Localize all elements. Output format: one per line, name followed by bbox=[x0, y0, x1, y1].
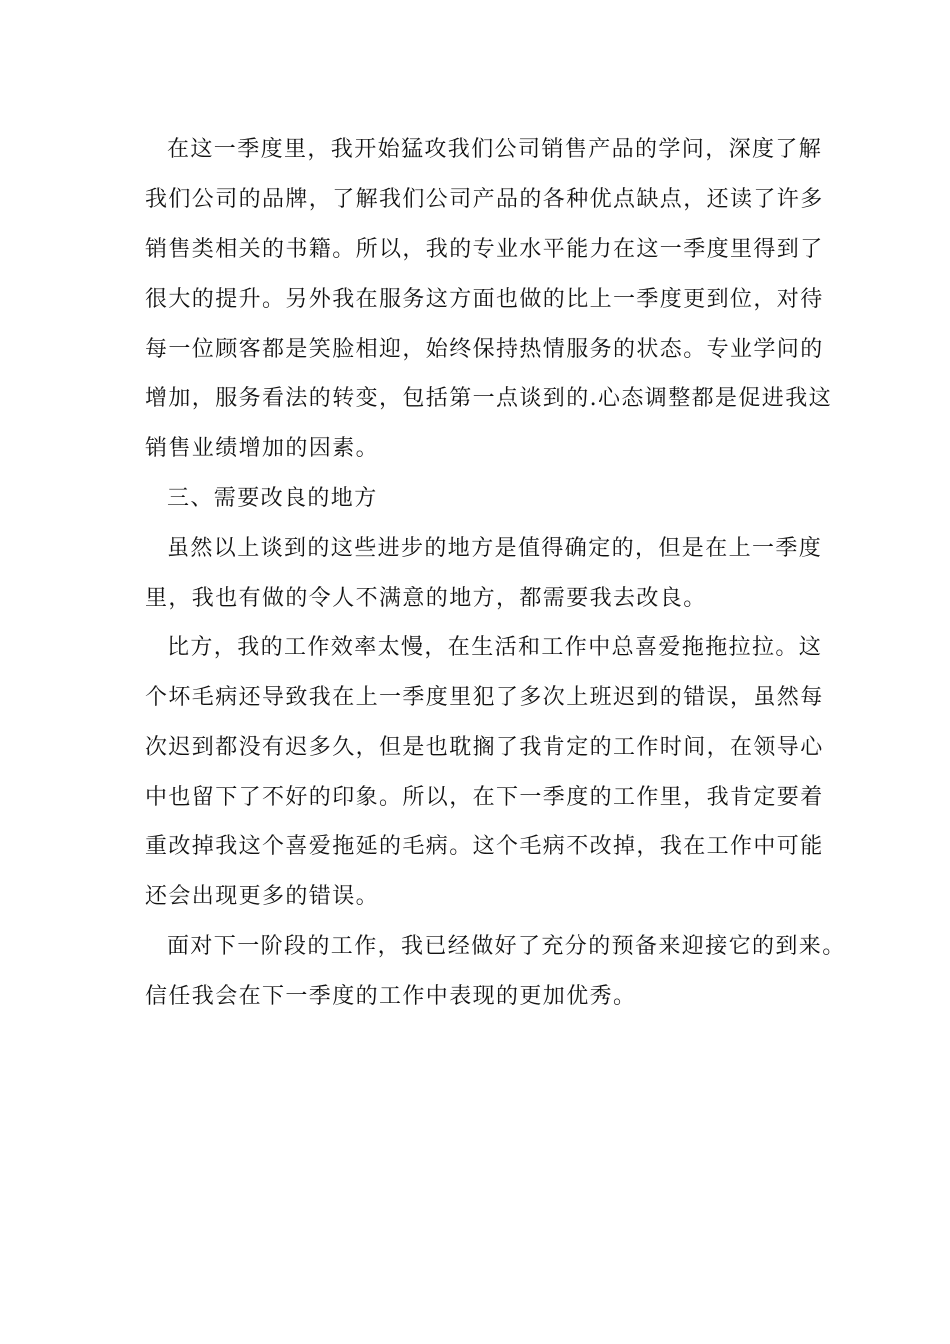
paragraph-line: 里，我也有做的令人不满意的地方，都需要我去改良。 bbox=[145, 586, 707, 611]
paragraph-line: 增加，服务看法的转变，包括第一点谈到的.心态调整都是促进我这 bbox=[145, 386, 832, 411]
section-heading: 三、需要改良的地方 bbox=[167, 486, 378, 511]
paragraph-line: 在这一季度里，我开始猛攻我们公司销售产品的学问，深度了解 bbox=[167, 137, 823, 162]
paragraph-line: 我们公司的品牌，了解我们公司产品的各种优点缺点，还读了许多 bbox=[145, 187, 824, 212]
paragraph-line: 信任我会在下一季度的工作中表现的更加优秀。 bbox=[145, 984, 637, 1009]
paragraph-line: 销售类相关的书籍。所以，我的专业水平能力在这一季度里得到了 bbox=[145, 237, 824, 262]
paragraph-line: 还会出现更多的错误。 bbox=[145, 884, 380, 909]
paragraph-line: 重改掉我这个喜爱拖延的毛病。这个毛病不改掉，我在工作中可能 bbox=[145, 834, 824, 859]
paragraph-line: 很大的提升。另外我在服务这方面也做的比上一季度更到位，对待 bbox=[145, 287, 824, 312]
paragraph-line: 面对下一阶段的工作，我已经做好了充分的预备来迎接它的到来。 bbox=[167, 934, 846, 959]
paragraph-line: 次迟到都没有迟多久，但是也耽搁了我肯定的工作时间，在领导心 bbox=[145, 735, 824, 760]
paragraph-line: 虽然以上谈到的这些进步的地方是值得确定的，但是在上一季度 bbox=[167, 536, 823, 561]
paragraph-line: 个坏毛病还导致我在上一季度里犯了多次上班迟到的错误，虽然每 bbox=[145, 685, 824, 710]
paragraph-line: 销售业绩增加的因素。 bbox=[145, 436, 380, 461]
paragraph-line: 中也留下了不好的印象。所以，在下一季度的工作里，我肯定要着 bbox=[145, 785, 824, 810]
paragraph-line: 比方，我的工作效率太慢，在生活和工作中总喜爱拖拖拉拉。这 bbox=[167, 635, 823, 660]
paragraph-line: 每一位顾客都是笑脸相迎，始终保持热情服务的状态。专业学问的 bbox=[145, 337, 824, 362]
